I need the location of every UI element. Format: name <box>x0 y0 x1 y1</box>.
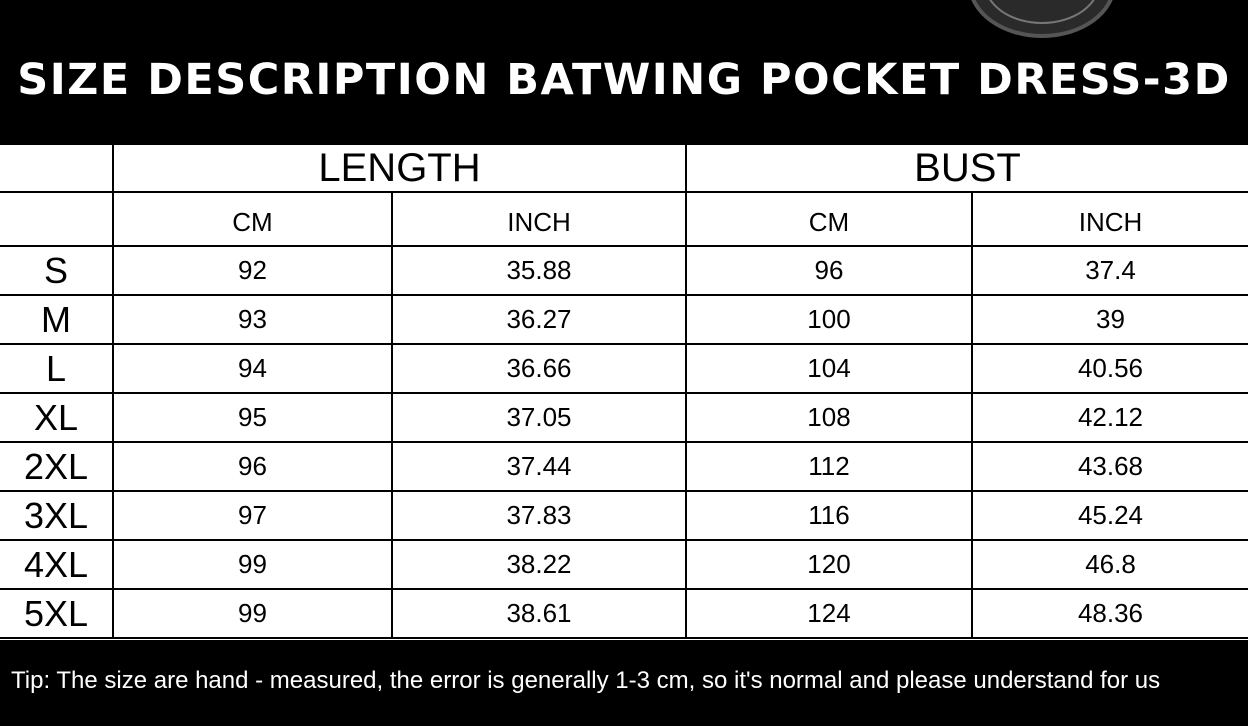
size-label: S <box>0 246 113 295</box>
size-label: 5XL <box>0 589 113 638</box>
table-row <box>0 295 1248 344</box>
unit-header-row <box>0 192 1248 246</box>
table-row <box>0 442 1248 491</box>
group-header-row <box>0 145 1248 192</box>
header-length-inch: INCH <box>392 192 686 246</box>
header-banner <box>0 0 1248 145</box>
bust-cm-cell: 116 <box>686 491 972 540</box>
bust-inch-cell: 42.12 <box>972 393 1248 442</box>
header-bust-inch: INCH <box>972 192 1248 246</box>
length-inch-cell: 36.66 <box>392 344 686 393</box>
size-label: XL <box>0 393 113 442</box>
length-inch-cell: 37.44 <box>392 442 686 491</box>
size-table-container <box>0 145 1248 640</box>
bust-inch-cell: 48.36 <box>972 589 1248 638</box>
corner-cell <box>0 145 113 192</box>
length-cm-cell: 95 <box>113 393 392 442</box>
size-label: M <box>0 295 113 344</box>
header-length-cm: CM <box>113 192 392 246</box>
bust-cm-cell: 120 <box>686 540 972 589</box>
group-header-length: LENGTH <box>113 145 686 192</box>
bust-inch-cell: 45.24 <box>972 491 1248 540</box>
length-inch-cell: 36.27 <box>392 295 686 344</box>
bust-inch-cell: 40.56 <box>972 344 1248 393</box>
page-title: SIZE DESCRIPTION BATWING POCKET DRESS-3D <box>17 55 1231 105</box>
size-label: 4XL <box>0 540 113 589</box>
table-row <box>0 589 1248 638</box>
bust-cm-cell: 112 <box>686 442 972 491</box>
table-row <box>0 344 1248 393</box>
size-label: 2XL <box>0 442 113 491</box>
size-label: 3XL <box>0 491 113 540</box>
header-bust-cm: CM <box>686 192 972 246</box>
length-cm-cell: 93 <box>113 295 392 344</box>
bust-inch-cell: 43.68 <box>972 442 1248 491</box>
bust-inch-cell: 46.8 <box>972 540 1248 589</box>
bust-cm-cell: 104 <box>686 344 972 393</box>
table-row <box>0 540 1248 589</box>
length-cm-cell: 97 <box>113 491 392 540</box>
size-label: L <box>0 344 113 393</box>
length-inch-cell: 37.83 <box>392 491 686 540</box>
length-inch-cell: 37.05 <box>392 393 686 442</box>
length-inch-cell: 38.22 <box>392 540 686 589</box>
bust-cm-cell: 108 <box>686 393 972 442</box>
bust-cm-cell: 100 <box>686 295 972 344</box>
measuring-tape-icon <box>968 0 1116 38</box>
length-cm-cell: 96 <box>113 442 392 491</box>
bust-inch-cell: 37.4 <box>972 246 1248 295</box>
unit-corner-cell <box>0 192 113 246</box>
bust-cm-cell: 96 <box>686 246 972 295</box>
tip-note: Tip: The size are hand - measured, the error is generally 1-3 cm, so it's normal and please understand for us <box>11 667 1161 694</box>
table-row <box>0 393 1248 442</box>
table-row <box>0 246 1248 295</box>
length-inch-cell: 38.61 <box>392 589 686 638</box>
group-header-bust: BUST <box>686 145 1248 192</box>
size-table <box>0 145 1248 639</box>
bust-cm-cell: 124 <box>686 589 972 638</box>
table-row <box>0 491 1248 540</box>
length-cm-cell: 99 <box>113 540 392 589</box>
length-cm-cell: 99 <box>113 589 392 638</box>
length-cm-cell: 92 <box>113 246 392 295</box>
length-cm-cell: 94 <box>113 344 392 393</box>
length-inch-cell: 35.88 <box>392 246 686 295</box>
bust-inch-cell: 39 <box>972 295 1248 344</box>
